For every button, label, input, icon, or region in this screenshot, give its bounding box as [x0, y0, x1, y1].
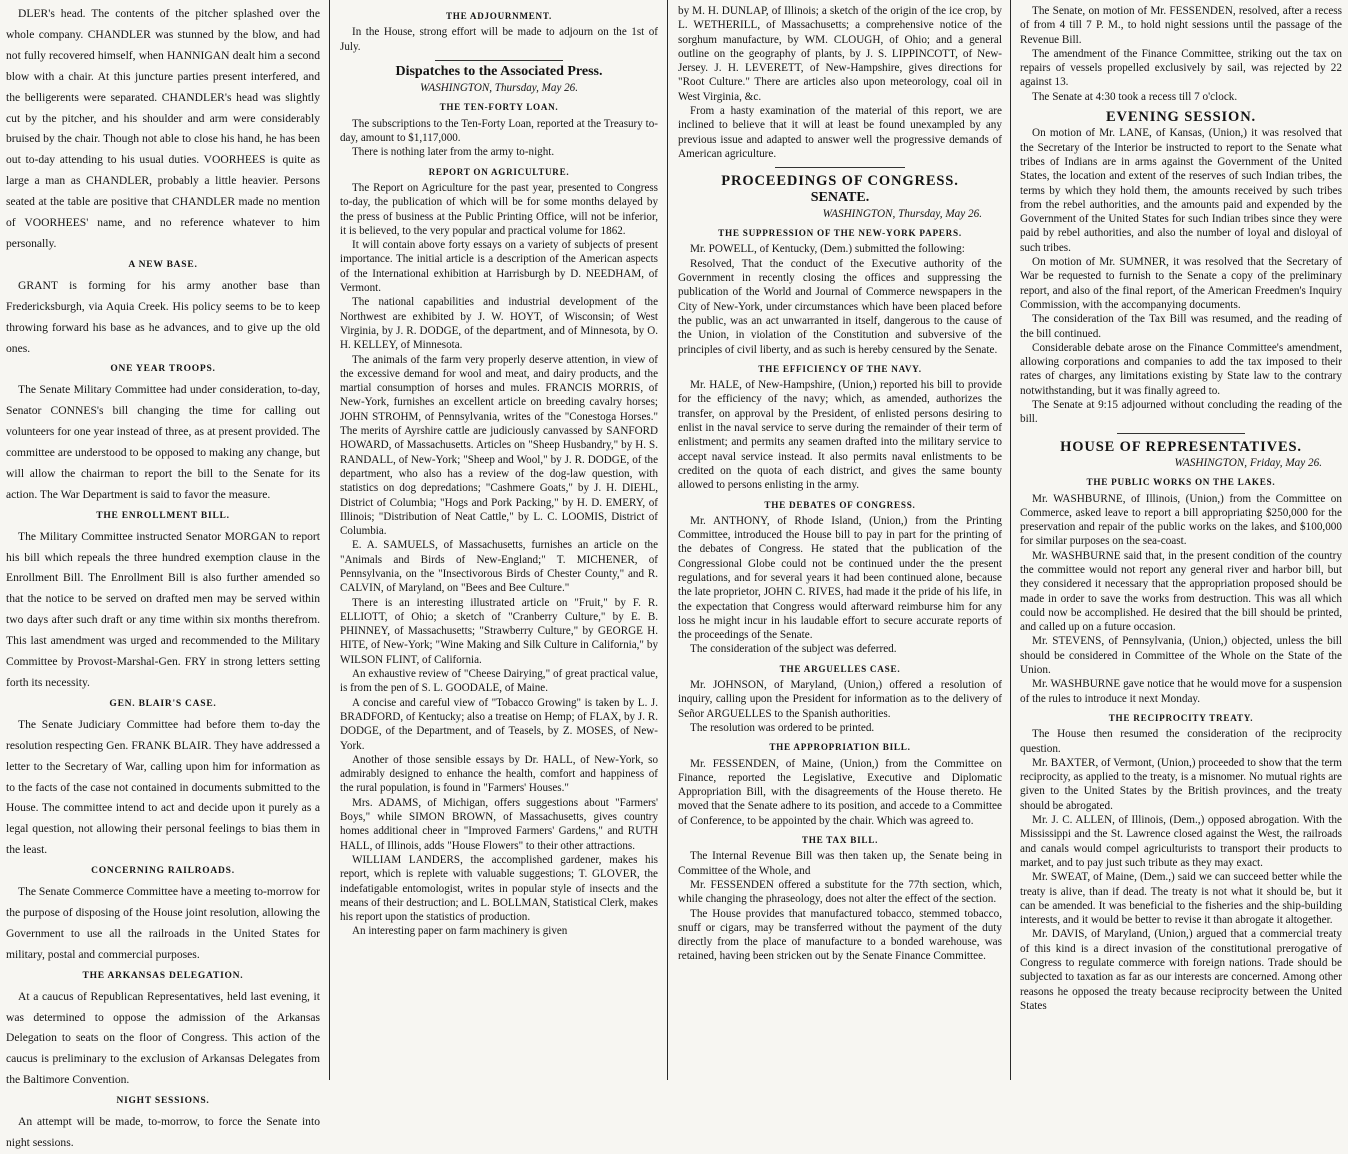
- separator-rule: [435, 60, 562, 61]
- major-heading: EVENING SESSION.: [1105, 109, 1257, 126]
- paragraph: The animals of the farm very properly deserve attention, in view of the excessive demand for wool and meat, and dairy products, and the martial consumption of horses and mules. FRANCIS MORRIS, of New-York, furnishes an excellent article on breeding cavalry horses; JOHN STROHM, of Pennsylvania, writes of the "Conestoga Horses." The merits of Ayrshire cattle are judiciously canvassed by SANFORD HOWARD, of Massachusetts. Articles on "Sheep Husbandry," by H. S. RANDALL, of New-York; "Sheep and Wool," by J. R. DODGE, of the department, who also has a review of the dog-law question, with statistics on dog depredations; "Cashmere Goats," by J. H. DIEHL, District of Columbia; "Hogs and Pork Packing," by H. D. EMERY, of Illinois; "Distribution of Neat Cattle," by L. C. LOOMIS, District of Columbia.: [340, 353, 658, 538]
- paragraph: On motion of Mr. LANE, of Kansas, (Union,) it was resolved that the Secretary of the Interior be instructed to report to the Senate what tribes of Indians are in arms against the Government of the United States, the location and extent of the reserves of such Indian tribes, the terms by which they hold them, the amounts received by such tribes from the rebel authorities, and the amounts paid and expended by the Government of the United States for such Indian tribes since they were paid by rebel authorities, and also the number of loyal and disloyal of such tribes.: [1020, 127, 1342, 254]
- paragraph: The Senate at 4:30 took a recess till 7 o'clock.: [1032, 90, 1238, 103]
- paragraph: Mr. HALE, of New-Hampshire, (Union,) reported his bill to provide for the efficiency of the navy; which, as amended, authorizes the transfer, on approval by the President, of enlisted persons desiring to enlist in the naval service to serve during the remainder of their term of enlistment; and permits any seamen drafted into the military service to accept naval service instead. It also permits naval enlistments to be credited on the quota of each district, and gives the same bounty allowed to persons enlisting in the army.: [678, 379, 1002, 492]
- dateline: WASHINGTON, Friday, May 26.: [1174, 456, 1322, 469]
- section-heading: THE EFFICIENCY OF THE NAVY.: [758, 363, 922, 374]
- section-heading: THE APPROPRIATION BILL.: [769, 742, 911, 753]
- paragraph: The Military Committee instructed Senator MORGAN to report his bill which repeals the three hundred exemption clause in the Enrollment Bill. The Enrollment Bill is also further amended so that the notice to be served on drafted men may be served within two days after such draft or any time within six months therefrom. This last amendment was urged and recommended to the Military Committee by Provost-Marshal-Gen. FRY in strong letters setting forth its necessity.: [6, 529, 320, 689]
- separator-rule: [1117, 433, 1246, 434]
- section-heading: GEN. BLAIR'S CASE.: [109, 698, 217, 709]
- section-heading: THE DEBATES OF CONGRESS.: [764, 499, 916, 510]
- paragraph: Mr. J. C. ALLEN, of Illinois, (Dem.,) opposed abrogation. With the Mississippi and the St. Lawrence closed against the West, the railroads and canals would compel agriculturists to transport their products to market, and to pay just such tribute as they may exact.: [1020, 814, 1342, 869]
- column-2: [334, 0, 664, 1080]
- paragraph: Mr. FESSENDEN offered a substitute for the 77th section, which, while changing the phraseology, does not alter the effect of the section.: [678, 878, 1002, 906]
- paragraph: by M. H. DUNLAP, of Illinois; a sketch of the origin of the ice crop, by L. WETHERILL, of Massachusetts; a comprehensive notice of the sorghum manufacture, by WM. CLOUGH, of Ohio; and a general outline on the geography of plants, by J. S. LIPPINCOTT, of New-Jersey. J. H. LEVERETT, of New-Hampshire, gives directions for "Root Culture." There are articles also upon meteorology, coal oil in West Virginia, &c.: [678, 5, 1002, 103]
- section-heading: THE ARGUELLES CASE.: [779, 663, 901, 674]
- paragraph: Mrs. ADAMS, of Michigan, offers suggestions about "Farmers' Boys," while SIMON BROWN, of Massachusetts, gives country homes additional cheer in "Improved Farmers' Gardens," and RUTH HALL, of Illinois, adds "House Flowers" to their other attractions.: [340, 796, 658, 852]
- paragraph: On motion of Mr. SUMNER, it was resolved that the Secretary of War be requested to furnish to the Senate a copy of the preliminary report, and also of the final report, of the American Freedmen's Inquiry Commission, with the accompanying documents.: [1020, 256, 1342, 311]
- column-rule-3: [1010, 0, 1011, 1080]
- section-heading: THE PUBLIC WORKS ON THE LAKES.: [1086, 477, 1276, 488]
- paragraph: Another of those sensible essays by Dr. HALL, of New-York, so admirably designed to enhance the health, comfort and happiness of the rural population, is found in "Farmers' Houses.": [340, 753, 658, 795]
- paragraph: Mr. WASHBURNE gave notice that he would move for a suspension of the rules to introduce it next Monday.: [1020, 678, 1342, 705]
- paragraph: The Senate at 9:15 adjourned without concluding the reading of the bill.: [1020, 399, 1342, 426]
- paragraph: GRANT is forming for his army another base than Fredericksburgh, via Aquia Creek. His policy seems to be to keep throwing forward his base as he advances, and to give up the old ones.: [6, 278, 320, 355]
- paragraph: The House provides that manufactured tobacco, stemmed tobacco, snuff or cigars, may be transferred without the payment of the duty directly from the place of manufacture to a bonded warehouse, was retained, having been stricken out by the Senate Finance Committee.: [678, 907, 1002, 963]
- paragraph: Mr. WASHBURNE, of Illinois, (Union,) from the Committee on Commerce, asked leave to report a bill appropriating $250,000 for the preservation and repair of the public works on the lakes, and $100,000 for similar purposes on the sea-coast.: [1020, 492, 1342, 548]
- paragraph: The Report on Agriculture for the past year, presented to Congress to-day, the publication of which will be for some months delayed by the press of business at the Public Printing Office, will not be inferior, it is believed, to the very popular and practical volume for 1862.: [340, 181, 658, 237]
- section-heading: THE TAX BILL.: [801, 835, 879, 846]
- paragraph: Considerable debate arose on the Finance Committee's amendment, allowing corporations and companies to add the tax imposed to their rates of charges, any limitations existing by State law to the contrary notwithstanding, but it was finally agreed to.: [1020, 341, 1342, 397]
- paragraph: In the House, strong effort will be made to adjourn on the 1st of July.: [340, 26, 658, 53]
- section-heading: CONCERNING RAILROADS.: [91, 866, 235, 877]
- paragraph: WILLIAM LANDERS, the accomplished gardener, makes his report, which is replete with valuable suggestions; T. GLOVER, the indefatigable entomologist, writes in popular style of insects and the means of their destruction; and L. BOLLMAN, Statistical Clerk, makes his report upon the statistics of production.: [340, 853, 658, 924]
- column-rule-1: [329, 0, 330, 1080]
- column-rule-2: [667, 0, 668, 1080]
- paragraph: There is nothing later from the army to-night.: [352, 146, 555, 159]
- paragraph: The Senate Commerce Committee have a meeting to-morrow for the purpose of disposing of the House joint resolution, allowing the Government to use all the railroads in the United States for military, postal and commercial purposes.: [6, 885, 320, 961]
- paragraph: The consideration of the subject was deferred.: [690, 643, 897, 656]
- paragraph: The national capabilities and industrial development of the Northwest are exhibited by J. W. HOYT, of Wisconsin; of West Virginia, by J. R. DODGE, of the department, and of Minnesota, by O. H. KELLEY, of Minnesota.: [340, 296, 658, 352]
- major-heading: PROCEEDINGS OF CONGRESS.: [721, 173, 959, 190]
- section-heading: NIGHT SESSIONS.: [116, 1096, 210, 1107]
- major-heading: HOUSE OF REPRESENTATIVES.: [1060, 438, 1302, 455]
- paragraph: Mr. JOHNSON, of Maryland, (Union,) offered a resolution of inquiry, calling upon the President for information as to the delivery of Señor ARGUELLES to the Spanish authorities.: [678, 679, 1002, 720]
- paragraph: E. A. SAMUELS, of Massachusetts, furnishes an article on the "Animals and Birds of New-England;" T. MICHENER, of Pennsylvania, on the "Insectivorous Birds of Chester County," and R. CALVIN, of Maryland, on "Bees and Bee Culture.": [340, 539, 658, 595]
- paragraph: An exhaustive review of "Cheese Dairying," of great practical value, is from the pen of S. L. GOODALE, of Maine.: [340, 668, 658, 695]
- paragraph: DLER's head. The contents of the pitcher splashed over the whole company. CHANDLER was stunned by the blow, and had not fully recovered himself, when HANNIGAN dealt him a second blow with a chair. At this juncture parties present interfered, and the belligerents were separated. CHANDLER's head was slightly cut by the pitcher, and his shoulder and arm were considerably bruised by the chair. Though not able to close his hand, he has been out to-day attending to his usual duties. VOORHEES is quite as large a man as CHANDLER, probably a little heavier. Persons seated at the table are positive that CHANDLER made no mention of VOORHEES' name, and no reference whatever to him personally.: [6, 7, 320, 250]
- column-1: [0, 0, 326, 1149]
- paragraph: The Senate Military Committee had under consideration, to-day, Senator CONNES's bill changing the time for calling out volunteers for one year instead of three, as at present provided. The committee are understood to be opposed to making any change, but will allow the chairman to report the bill to the Senate for its action. The War Department is said to favor the measure.: [6, 383, 320, 501]
- dateline: WASHINGTON, Thursday, May 26.: [419, 82, 579, 95]
- separator-rule: [775, 167, 905, 168]
- paragraph: The consideration of the Tax Bill was resumed, and the reading of the bill continued.: [1020, 313, 1342, 340]
- paragraph: At a caucus of Republican Representatives, held last evening, it was determined to oppose the admission of the Arkansas Delegation to seats on the floor of Congress. This action of the caucus is preliminary to the exclusion of Arkansas Delegates from the Baltimore Convention.: [6, 989, 320, 1087]
- section-heading: THE ENROLLMENT BILL.: [96, 510, 230, 521]
- paragraph: A concise and careful view of "Tobacco Growing" is taken by L. J. BRADFORD, of Kentucky; also a treatise on Hemp; of FLAX, by J. R. DODGE, of the Department, and of Teasels, by Z. MOSES, of New-York.: [340, 696, 658, 752]
- paragraph: The resolution was ordered to be printed.: [690, 721, 875, 734]
- paragraph: Mr. STEVENS, of Pennsylvania, (Union,) objected, unless the bill should be considered in Committee of the Whole on the State of the Union.: [1020, 635, 1342, 677]
- paragraph: There is an interesting illustrated article on "Fruit," by F. R. ELLIOTT, of Ohio; a sketch of "Cranberry Culture," by E. B. PHINNEY, of Massachusetts; "Strawberry Culture," by GEORGE H. HITE, of New-York; "Wine Making and Silk Culture in California," by WILSON FLINT, of California.: [340, 596, 658, 666]
- section-heading: ONE YEAR TROOPS.: [110, 364, 216, 375]
- paragraph: Mr. ANTHONY, of Rhode Island, (Union,) from the Printing Committee, introduced the House bill to pay in part for the printing of the debates of Congress. He stated that the publication of the Congressional Globe could not be continued under the the present regulations, and for several years it had been continued alone, because the late proprietor, JOHN C. RIVES, had made it the pride of his life, in the expectation that Congress would afterward reimburse him for any loss he might incur in his laudable effort to secure accurate reports of the proceedings of the Senate.: [678, 514, 1002, 642]
- column-3: [672, 0, 1008, 1080]
- paragraph: The subscriptions to the Ten-Forty Loan, reported at the Treasury to-day, amount to $1,117,000.: [340, 117, 658, 145]
- section-heading: THE SUPPRESSION OF THE NEW-YORK PAPERS.: [718, 228, 962, 239]
- paragraph: Mr. FESSENDEN, of Maine, (Union,) from the Committee on Finance, reported the Legislative, Executive and Diplomatic Appropriation Bill, with the disagreements of the House thereto. He moved that the Senate adhere to its position, and accede to a Committee of Conference, to be appointed by the chair. Which was agreed to.: [678, 757, 1002, 827]
- paragraph: From a hasty examination of the material of this report, we are inclined to believe that it will at least be found unexampled by any previous issue and adapted to answer well the progressive demands of American agriculture.: [678, 105, 1002, 160]
- paragraph: An interesting paper on farm machinery is given: [352, 925, 568, 938]
- paragraph: The House then resumed the consideration of the reciprocity question.: [1020, 728, 1342, 755]
- dateline: WASHINGTON, Thursday, May 26.: [822, 207, 982, 220]
- paragraph: An attempt will be made, to-morrow, to force the Senate into night sessions.: [6, 1115, 320, 1149]
- paragraph: The Senate, on motion of Mr. FESSENDEN, resolved, after a recess of from 4 till 7 P. M., to hold night sessions until the passage of the Revenue Bill.: [1020, 5, 1342, 46]
- paragraph: It will contain above forty essays on a variety of subjects of present importance. The initial article is a description of the American aspects of the International exhibition at Harrisburgh by D. NEEDHAM, of Vermont.: [340, 239, 658, 295]
- paragraph: Mr. WASHBURNE said that, in the present condition of the country the committee would not report any general river and harbor bill, but they considered it necessary that the appropriation proposed should be made in order to save the works from destruction. This was all which could now be accomplished. He desired that the bill should be printed, and called up on a future occasion.: [1020, 549, 1342, 634]
- paragraph: Mr. POWELL, of Kentucky, (Dem.) submitted the following:: [690, 243, 965, 256]
- paragraph: The Internal Revenue Bill was then taken up, the Senate being in Committee of the Whole, and: [678, 850, 1002, 877]
- section-heading: THE TEN-FORTY LOAN.: [439, 102, 559, 113]
- paragraph: The amendment of the Finance Committee, striking out the tax on repairs of vessels propelled exclusively by sail, was rejected by 22 against 13.: [1020, 47, 1342, 89]
- subheading: SENATE.: [810, 189, 870, 205]
- section-heading: THE ARKANSAS DELEGATION.: [82, 970, 244, 981]
- section-heading: THE ADJOURNMENT.: [446, 11, 552, 21]
- paragraph: Mr. SWEAT, of Maine, (Dem.,) said we can succeed better while the treaty is alive, than if dead. The treaty is not what it should be, but it can be amended. It was beneficial to the fisheries and the ship-building interests, and it would be better to revise it than abrogate it altogether.: [1020, 871, 1342, 927]
- section-heading: A NEW BASE.: [128, 259, 198, 270]
- paragraph: The Senate Judiciary Committee had before them to-day the resolution respecting Gen. FRANK BLAIR. They have addressed a letter to the Secretary of War, calling upon him for information as to the facts of the case not contained in documents submitted to the House. The committee intend to act and decide upon it purely as a legal question, not allowing their personal feelings to bias them in the least.: [6, 717, 320, 857]
- column-4: [1014, 0, 1348, 1080]
- paragraph: Resolved, That the conduct of the Executive authority of the Government in recently closing the offices and suppressing the publication of the World and Journal of Commerce newspapers in the City of New-York, under circumstances which have been placed before the public, was an act unwarranted in itself, dangerous to the cause of the Union, in violation of the Constitution and subversive of the principles of civil liberty, and as such is hereby censured by the Senate.: [678, 257, 1002, 356]
- paragraph: Mr. BAXTER, of Vermont, (Union,) proceeded to show that the term reciprocity, as applied to the treaty, is a misnomer. No mutual rights are given to the United States by the British provinces, and the treaty should be abrogated.: [1020, 756, 1342, 812]
- section-heading: THE RECIPROCITY TREATY.: [1108, 712, 1254, 723]
- paragraph: Mr. DAVIS, of Maryland, (Union,) argued that a commercial treaty of this kind is a direct invasion of the constitutional prerogative of Congress to regulate commerce with foreign nations. Trade should be subjected to taxation as far as our interests are concerned. Among other reasons he opposed the treaty because reciprocity between the United States: [1020, 928, 1342, 1012]
- section-heading: REPORT ON AGRICULTURE.: [428, 166, 570, 177]
- subheading: Dispatches to the Associated Press.: [395, 63, 603, 79]
